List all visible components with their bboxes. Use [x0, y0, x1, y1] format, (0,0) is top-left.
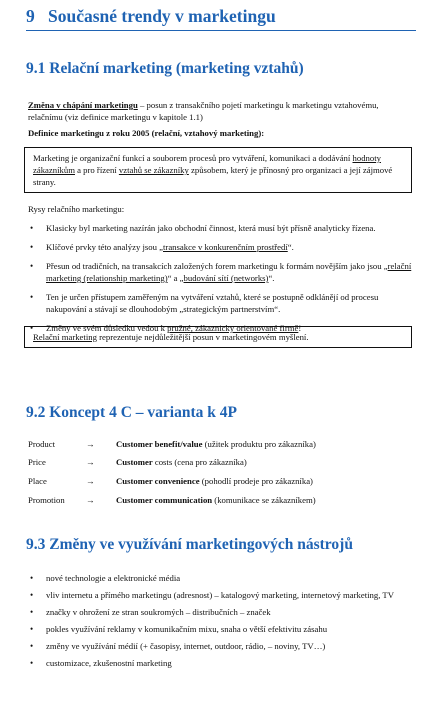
list-item: • pokles využívání reklamy v komunikačním mixu, snaha o větší efektivitu zásahu	[28, 623, 418, 635]
c-value	[116, 439, 316, 449]
summary-underline: Relační marketing	[33, 332, 97, 342]
c-rest: costs (cena pro zákazníka)	[152, 457, 247, 467]
chapter-heading	[26, 6, 426, 27]
list-item: • customizace, zkušenostní marketing	[28, 657, 418, 669]
c-rest: (užitek produktu pro zákazníka)	[202, 439, 316, 449]
section-9-1-heading: 9.1 Relační marketing (marketing vztahů)	[26, 60, 304, 77]
definition-title: Definice marketingu z roku 2005 (relační, vztahový marketing):	[28, 128, 265, 138]
feature-underline: budování sítí (networks)	[183, 273, 269, 283]
list-item: • Klasicky byl marketing nazírán jako obchodní činnost, která musí být přísně analyticky řízena.	[28, 222, 418, 234]
arrow-icon: →	[86, 476, 95, 486]
chapter-rule	[26, 30, 416, 31]
list-item: • nové technologie a elektronické média	[28, 572, 418, 584]
feature-underline: pružné, zákaznicky orientované firmě	[167, 323, 299, 333]
intro-rest: – posun z transakčního pojetí marketingu k marketingu vztahovému, relačnímu (viz definice marketingu v kapitole 1.1)	[28, 100, 379, 122]
arrow-icon: →	[86, 495, 95, 505]
c-bold: Customer communication	[116, 495, 213, 505]
list-item: • změny ve využívání médií (+ časopisy, internet, outdoor, rádio, – noviny, TV…)	[28, 640, 418, 652]
p-label: Promotion	[28, 495, 65, 505]
arrow-icon: →	[86, 439, 95, 449]
arrow-icon: →	[86, 457, 95, 467]
section-9-2-heading: 9.2 Koncept 4 C – varianta k 4P	[26, 404, 237, 421]
p-label: Product	[28, 439, 56, 449]
p-label: Price	[28, 457, 46, 467]
definition-text: způsobem, který je přínosný pro organizaci a její zájmové strany.	[33, 165, 393, 187]
c-rest: (pohodlí prodeje pro zákazníka)	[199, 476, 313, 486]
features-intro: Rysy relačního marketingu:	[28, 204, 125, 214]
list-item: • Přesun od tradičních, na transakcích založených forem marketingu k formám novějším jako jsou „relační marketing (relationship marketing)“ a „budování sítí (networks)“.	[28, 260, 418, 284]
p-label: Place	[28, 476, 47, 486]
chapter-number: 9	[26, 6, 35, 26]
summary-box	[24, 326, 412, 348]
c-bold: Customer	[116, 457, 153, 467]
c-bold: Customer convenience	[116, 476, 200, 486]
intro-bold: Změna v chápání marketingu	[28, 100, 138, 110]
feature-underline: relační marketing (relationship marketing)	[46, 261, 412, 283]
intro-paragraph	[28, 99, 412, 123]
list-item: • Změny ve svém důsledku vedou k pružné, zákaznicky orientované firmě!	[28, 322, 418, 334]
tools-list	[28, 572, 418, 669]
section-9-3-heading: 9.3 Změny ve využívání marketingových nástrojů	[26, 536, 353, 553]
definition-text: a pro řízení	[74, 165, 119, 175]
c-value	[116, 495, 316, 505]
c-bold: Customer benefit/value	[116, 439, 203, 449]
summary-rest: reprezentuje nejdůležitější posun v marketingovém myšlení.	[96, 332, 309, 342]
c-rest: (komunikace se zákazníkem)	[212, 495, 316, 505]
features-list	[28, 222, 418, 334]
chapter-title: Současné trendy v marketingu	[48, 6, 276, 26]
list-item: • značky v ohrožení ze stran soukromých – distribučních – značek	[28, 606, 418, 618]
definition-box	[24, 147, 412, 193]
list-item: • Ten je určen přístupem zaměřeným na vytváření vztahů, které se postupně odklánějí od procesu nakupování a stávají se dlouhodobým „strategickým partnerstvím“.	[28, 291, 418, 315]
c-value	[116, 457, 247, 467]
list-item: • vliv internetu a přímého marketingu (adresnost) – katalogový marketing, internetový marketing, TV	[28, 589, 418, 601]
c-value	[116, 476, 313, 486]
definition-underline-1: hodnoty zákazníkům	[33, 153, 381, 175]
feature-underline: transakce v konkurenčním prostředí	[163, 242, 288, 252]
list-item: • Klíčové prvky této analýzy jsou „transakce v konkurenčním prostředí“.	[28, 241, 418, 253]
definition-underline-2: vztahů se zákazníky	[118, 165, 189, 175]
definition-text: Marketing je organizační funkcí a souborem procesů pro vytváření, komunikaci a dodávání	[33, 153, 353, 163]
